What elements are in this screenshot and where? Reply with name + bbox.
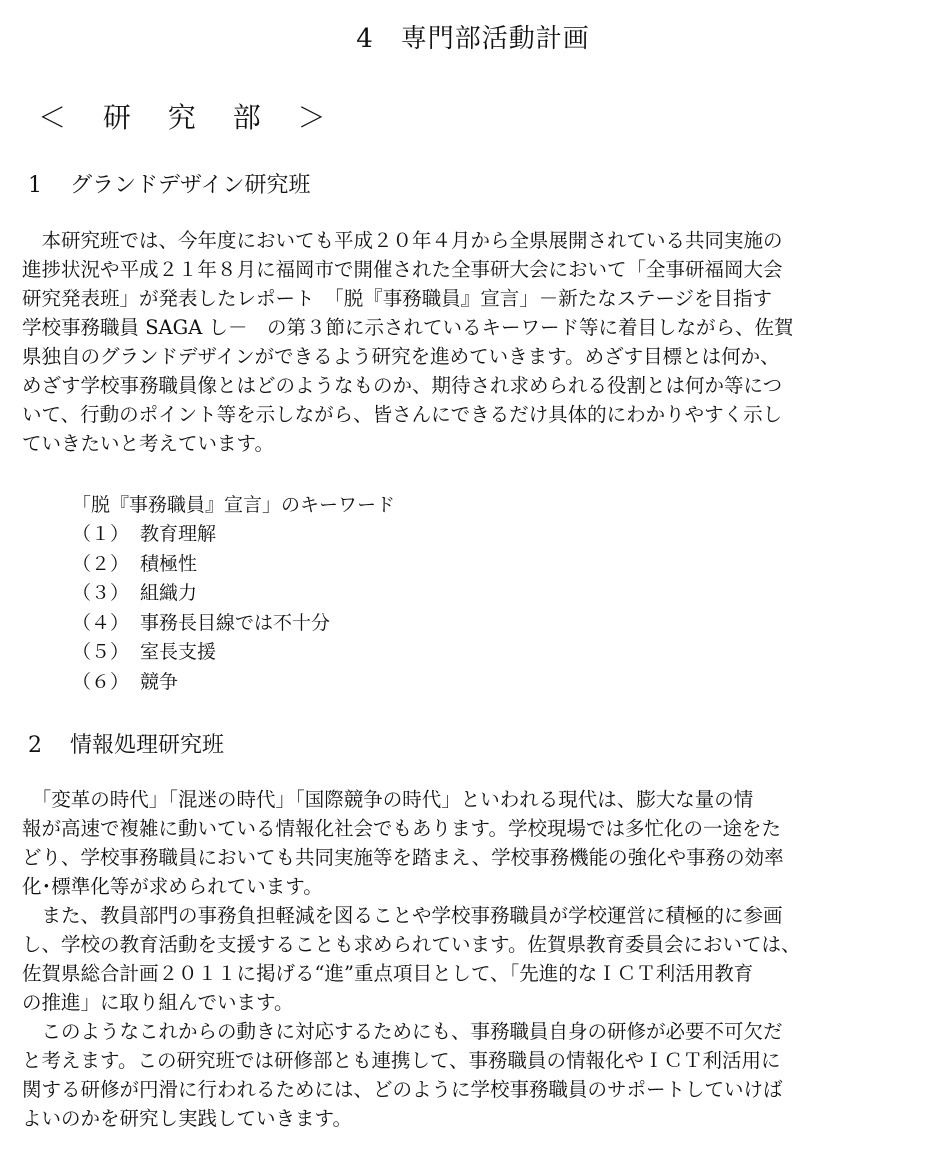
keywords-title: 「脱『事務職員』宣言」のキーワード	[72, 494, 396, 516]
keywords-list	[72, 520, 330, 697]
section-header: ＜ 研 究 部 ＞	[38, 101, 340, 134]
paragraph-line: 関する研修が円滑に行われるためには、どのように学校事務職員のサポートしていけば	[22, 1078, 783, 1101]
paragraph-line: し、学校の教育活動を支援することも求められています。佐賀県教育委員会においては、	[22, 933, 801, 956]
paragraph-line: と考えます。この研究班では研修部とも連携して、事務職員の情報化やＩＣＴ利活用に	[22, 1049, 781, 1072]
paragraph-line: 「変革の時代」「混迷の時代」「国際競争の時代」といわれる現代は、膨大な量の情	[22, 788, 754, 811]
group-number: 1	[28, 173, 42, 198]
paragraph-line: どり、学校事務職員においても共同実施等を踏まえ、学校事務機能の強化や事務の効率	[22, 846, 784, 869]
page-title: 4 専門部活動計画	[356, 24, 590, 54]
keyword-number: （６）	[72, 670, 130, 693]
group-heading-grand-design	[28, 168, 310, 199]
paragraph-line: いて、行動のポイント等を示しながら、皆さんにできるだけ具体的にわかりやすく示し	[22, 403, 783, 426]
paragraph-line: の推進」に取り組んでいます。	[22, 991, 294, 1014]
paragraph-line: ていきたいと考えています。	[22, 432, 274, 455]
paragraph-line: よいのかを研究し実践していきます。	[22, 1107, 352, 1130]
keyword-item	[72, 638, 330, 668]
paragraph-line: めざす学校事務職員像とはどのようなものか、期待され求められる役割とは何か等につ	[22, 374, 783, 397]
paragraph-line: 本研究班では、今年度においても平成２０年４月から全県展開されている共同実施の	[22, 229, 783, 252]
keyword-text: 事務長目線では不十分	[140, 611, 331, 634]
keyword-text: 積極性	[140, 552, 198, 575]
paragraph-line: 県独自のグランドデザインができるよう研究を進めていきます。めざす目標とは何か、	[22, 345, 780, 368]
group-title: 情報処理研究班	[70, 733, 225, 758]
keyword-number: （３）	[72, 582, 130, 604]
info-processing-paragraph	[22, 785, 862, 1133]
keyword-text: 教育理解	[140, 523, 217, 545]
paragraph-line: また、教員部門の事務負担軽減を図ることや学校事務職員が学校運営に積極的に参画	[22, 904, 783, 927]
paragraph-line: 学校事務職員 SAGA し－ の第３節に示されているキーワード等に着目しながら、佐賀	[22, 316, 794, 339]
keyword-item	[72, 668, 330, 698]
group-number: 2	[28, 733, 42, 758]
keyword-number: （５）	[72, 641, 130, 663]
keyword-number: （２）	[72, 552, 130, 575]
paragraph-line: 化･標準化等が求められています。	[22, 875, 323, 898]
paragraph-line: 報が高速で複雑に動いている情報化社会でもあります。学校現場では多忙化の一途をた	[22, 817, 781, 840]
paragraph-line: 研究発表班」が発表したレポート 「脱『事務職員』宣言」－新たなステージを目指す	[22, 287, 772, 310]
keyword-text: 競争	[140, 670, 179, 693]
group-title: グランドデザイン研究班	[70, 173, 311, 198]
keyword-number: （１）	[72, 523, 130, 545]
paragraph-line: 佐賀県総合計画２０１１に掲げる“進”重点項目として、「先進的なＩＣＴ利活用教育	[22, 962, 754, 985]
keyword-item	[72, 579, 330, 609]
keyword-text: 室長支援	[140, 641, 217, 663]
grand-design-paragraph	[22, 226, 862, 458]
paragraph-line: 進捗状況や平成２１年８月に福岡市で開催された全事研大会において「全事研福岡大会	[22, 258, 783, 281]
keyword-item	[72, 609, 330, 639]
keyword-text: 組織力	[140, 582, 198, 604]
paragraph-line: このようなこれからの動きに対応するためにも、事務職員自身の研修が必要不可欠だ	[22, 1020, 783, 1043]
group-heading-info-processing	[28, 728, 224, 759]
keyword-item	[72, 550, 330, 580]
keyword-number: （４）	[72, 611, 130, 634]
keyword-item	[72, 520, 330, 550]
